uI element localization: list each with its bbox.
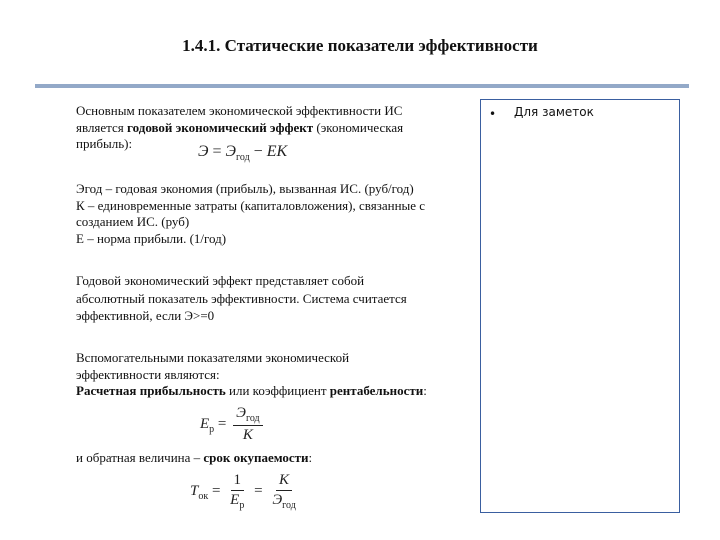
intro-line-1: Основным показателем экономической эффективности ИС	[76, 103, 403, 118]
notes-bullet: •	[489, 107, 497, 121]
intro-line-3: прибыль):	[76, 136, 133, 151]
title-divider	[35, 84, 689, 88]
formula3-numerator-1	[231, 472, 245, 491]
formula1-lhs: Э	[198, 143, 209, 160]
effect-paragraph	[76, 272, 471, 325]
formula2-eq: =	[214, 415, 231, 432]
payback-term: срок окупаемости	[203, 450, 309, 465]
formula3-den1-sub: р	[239, 500, 245, 511]
formula1-eq: =	[208, 143, 226, 160]
formula1-minus: −	[249, 143, 267, 160]
formula3-fraction-2	[269, 472, 298, 511]
intro-prefix: является	[76, 119, 128, 135]
formula-payback	[190, 472, 302, 511]
effect-line: Годовой экономический эффект представляет собой	[76, 273, 365, 288]
definition-line: Эгод – годовая экономия (прибыль), вызванная ИС. (руб/год)	[76, 181, 414, 196]
auxiliary-line: Вспомогательными показателями экономической	[76, 350, 350, 365]
formula3-lhs: T	[190, 482, 199, 499]
auxiliary-paragraph	[76, 350, 471, 400]
formula2-lhs: E	[200, 415, 210, 432]
formula3-eq2: =	[250, 482, 267, 499]
payback-line	[76, 450, 471, 467]
formula-annual-effect	[198, 143, 287, 163]
notes-label: Для заметок	[514, 105, 594, 119]
definitions-block	[76, 181, 471, 247]
notes-box[interactable]	[480, 99, 680, 513]
auxiliary-mid: или коэффициент	[225, 383, 330, 398]
effect-line: эффективной, если Э>=0	[76, 308, 215, 323]
profitability-term: Расчетная прибыльность	[76, 383, 226, 398]
formula1-rhs: ЕК	[266, 143, 288, 160]
formula3-denominator-2	[269, 491, 298, 511]
formula3-den2: Э	[272, 492, 283, 508]
rentability-term: рентабельности	[329, 383, 424, 398]
definition-line: Е – норма прибыли. (1/год)	[76, 230, 227, 246]
formula-profitability	[200, 405, 266, 444]
formula3-den1: E	[230, 492, 240, 508]
formula2-den: K	[242, 427, 253, 443]
formula3-numerator-2	[276, 472, 292, 491]
formula3-lhs-sub: ок	[198, 490, 209, 502]
formula1-term-sub: год	[236, 152, 250, 164]
formula2-lhs-sub: р	[209, 423, 215, 435]
intro-line-2	[76, 120, 471, 137]
formula3-eq1: =	[208, 482, 225, 499]
payback-prefix: и обратная величина –	[76, 450, 204, 465]
auxiliary-end: :	[423, 383, 427, 398]
intro-suffix: (экономическая	[313, 119, 404, 135]
formula2-num-sub: год	[245, 413, 260, 424]
formula3-num1: 1	[233, 472, 241, 488]
formula3-den2-sub: год	[282, 500, 296, 511]
formula2-denominator	[240, 426, 256, 444]
formula3-fraction-1	[227, 472, 247, 511]
formula2-num: Э	[236, 405, 246, 421]
formula2-fraction	[233, 405, 262, 444]
payback-end: :	[308, 450, 313, 465]
intro-bold-term: годовой экономический эффект	[127, 119, 314, 135]
definition-line: К – единовременные затраты (капиталовложения), связанные с	[76, 197, 426, 213]
definition-line: созданием ИС. (руб)	[76, 214, 190, 229]
formula3-num2: K	[279, 472, 290, 488]
effect-line: абсолютный показатель эффективности. Система считается	[76, 290, 407, 306]
formula3-denominator-1	[227, 491, 247, 511]
auxiliary-line: эффективности являются:	[76, 366, 220, 382]
formula1-term: Э	[225, 143, 236, 160]
page-title: 1.4.1. Статические показатели эффективности	[182, 36, 538, 55]
auxiliary-line	[76, 383, 471, 400]
formula2-numerator	[233, 405, 262, 426]
